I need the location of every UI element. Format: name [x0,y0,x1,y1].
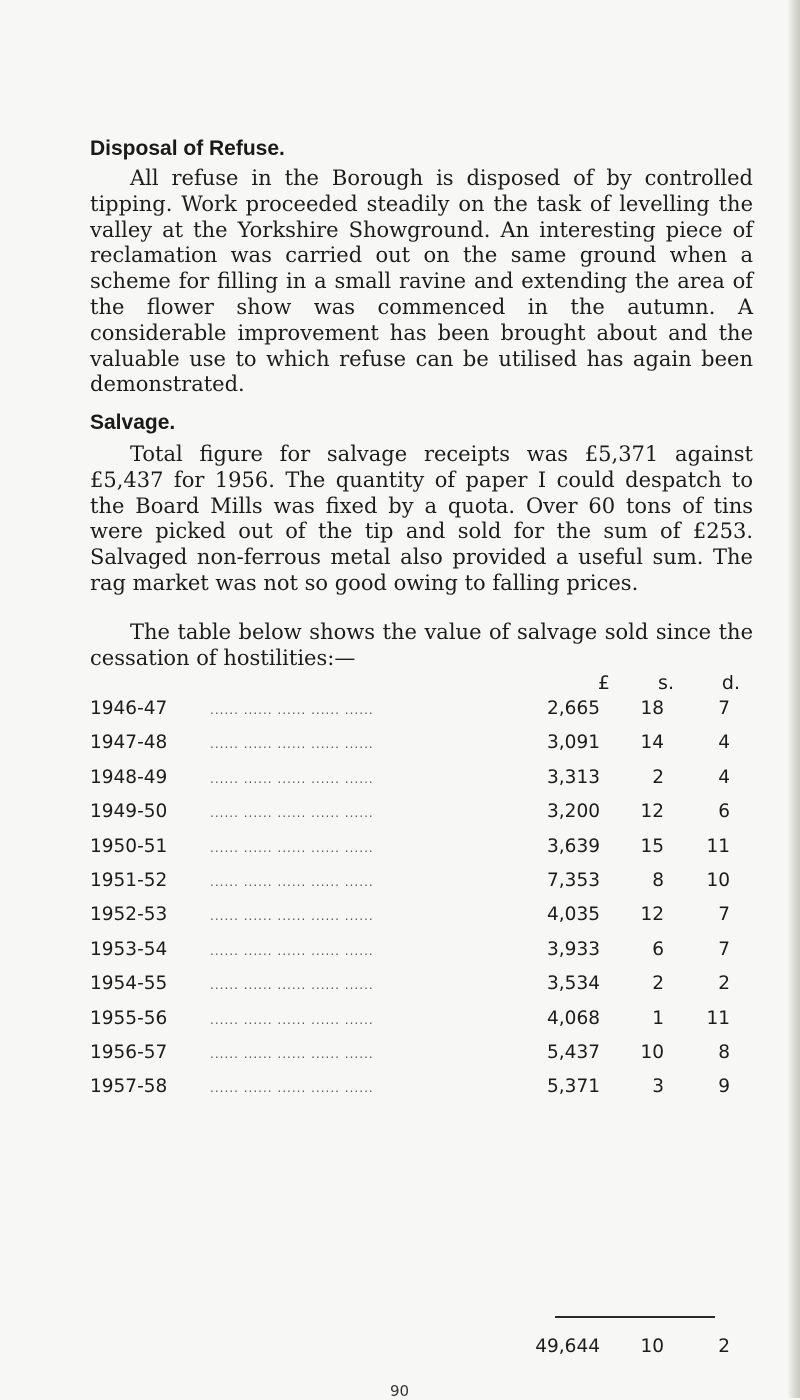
pence-cell: 9 [718,1076,730,1098]
pounds-cell: 2,665 [543,698,600,719]
total-pounds: 49,644 [531,1336,600,1357]
pounds-cell: 4,068 [543,1008,600,1029]
year-cell: 1948-49 [90,766,168,788]
total-rule [555,1316,715,1318]
pence-column-header: d. [721,672,740,694]
shillings-cell: 8 [652,870,664,891]
table-row [90,1042,770,1070]
refuse-paragraph [90,166,753,398]
dot-leader: ...... ...... ...... ...... ...... [210,737,374,752]
shillings-cell: 2 [652,766,664,788]
pounds-cell: 3,534 [543,973,600,994]
pounds-cell: 3,200 [543,801,600,822]
pence-cell: 4 [718,732,730,754]
table-row [90,836,770,864]
table-row [90,1008,770,1036]
dot-leader: ...... ...... ...... ...... ...... [210,1012,374,1027]
shillings-cell: 10 [640,1042,664,1063]
shillings-cell: 18 [640,698,664,719]
pounds-cell: 5,437 [543,1042,600,1063]
pounds-column-header: £ [597,672,610,694]
page-edge-shadow [788,0,800,1398]
pounds-cell: 7,353 [543,870,600,891]
shillings-column-header: s. [658,672,674,694]
year-cell: 1955-56 [90,1007,168,1029]
table-row [90,939,770,967]
pence-cell: 6 [718,801,730,823]
pence-cell: 11 [706,835,730,857]
year-cell: 1953-54 [90,938,168,960]
dot-leader: ...... ...... ...... ...... ...... [210,840,374,855]
table-row [90,904,770,932]
shillings-cell: 12 [640,904,664,926]
year-cell: 1957-58 [90,1076,168,1098]
shillings-cell: 3 [652,1076,664,1098]
table-intro-text: The table below shows the value of salvage sold since the cessation of hostilities:— [90,620,753,670]
shillings-cell: 12 [640,801,664,823]
dot-leader: ...... ...... ...... ...... ...... [210,1047,374,1061]
year-cell: 1947-48 [90,732,168,754]
table-intro-paragraph [90,620,753,672]
table-row [90,801,770,829]
pounds-cell: 3,313 [543,767,600,788]
year-cell: 1952-53 [90,904,168,926]
year-cell: 1950-51 [90,835,168,857]
dot-leader: ...... ...... ...... ...... ...... [210,806,374,821]
pounds-cell: 5,371 [543,1076,600,1097]
pounds-cell: 3,091 [543,732,600,753]
year-cell: 1946-47 [90,698,168,719]
dot-leader: ...... ...... ...... ...... ...... [210,875,374,889]
table-row [90,870,770,898]
pence-cell: 7 [718,698,730,719]
table-row [90,698,770,726]
pence-cell: 7 [718,938,730,960]
dot-leader: ...... ...... ...... ...... ...... [210,703,374,717]
year-cell: 1954-55 [90,973,168,995]
table-row [90,767,770,795]
pence-cell: 8 [718,1042,730,1063]
dot-leader: ...... ...... ...... ...... ...... [210,978,374,993]
shillings-cell: 14 [640,732,664,754]
year-cell: 1949-50 [90,801,168,823]
salvage-text: Total figure for salvage receipts was £5,371 against £5,437 for 1956. The quantity of paper I could despatch to the Board Mills was fixed by a quota. Over 60 tons of tins were picked out of the tip and sold for the sum of £253. Salvaged non-ferrous metal also provided a useful sum. The rag market was not so good owing to falling prices. [90,442,753,595]
pence-cell: 4 [718,766,730,788]
table-row [90,732,770,760]
total-shillings: 10 [640,1336,664,1357]
total-pence: 2 [718,1336,730,1357]
pounds-cell: 3,639 [543,836,600,857]
table-row [90,1076,770,1104]
pence-cell: 2 [718,973,730,995]
pounds-cell: 3,933 [543,939,600,960]
year-cell: 1956-57 [90,1042,168,1063]
refuse-heading: Disposal of Refuse. [90,137,285,160]
shillings-cell: 6 [652,938,664,960]
dot-leader: ...... ...... ...... ...... ...... [210,771,374,786]
dot-leader: ...... ...... ...... ...... ...... [210,1081,374,1096]
pence-cell: 7 [718,904,730,926]
dot-leader: ...... ...... ...... ...... ...... [210,943,374,958]
year-cell: 1951-52 [90,870,168,891]
salvage-heading: Salvage. [90,411,176,434]
pence-cell: 11 [706,1007,730,1029]
shillings-cell: 2 [652,973,664,995]
dot-leader: ...... ...... ...... ...... ...... [210,909,374,924]
shillings-cell: 15 [640,835,664,857]
table-row [90,973,770,1001]
pounds-cell: 4,035 [543,904,600,925]
salvage-paragraph [90,442,753,597]
page-number: 90 [390,1382,410,1400]
total-row [90,1336,770,1364]
refuse-text: All refuse in the Borough is disposed of by controlled tipping. Work proceeded steadily on the task of levelling the valley at the Yorkshire Showground. An interesting piece of reclamation was carried out on the same ground when a scheme for filling in a small ravine and extending the area of the flower show was commenced in the autumn. A considerable improvement has been brought about and the valuable use to which refuse can be utilised has again been demonstrated. [90,166,753,397]
pence-cell: 10 [706,870,730,891]
shillings-cell: 1 [652,1007,664,1029]
